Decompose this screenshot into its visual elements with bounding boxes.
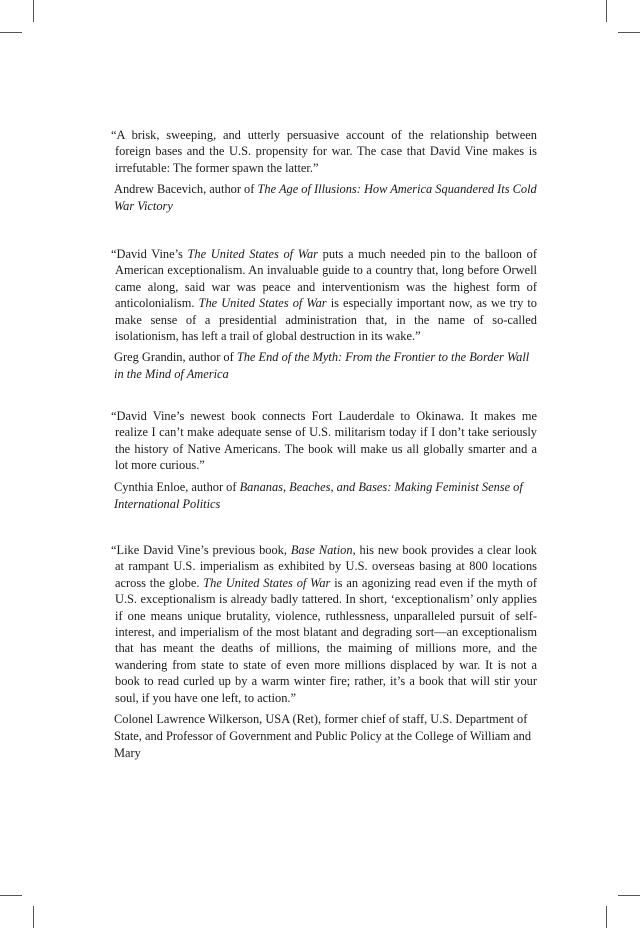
blurb-grandin — [113, 246, 537, 383]
crop-mark-top-right-h — [618, 32, 640, 33]
quote-text: , his new book provides a clear look at rampant U.S. imperialism as exhibited by U.S. overseas basing at 800 locations across the globe. — [115, 543, 538, 590]
attribution-author: Andrew Bacevich, author of — [114, 182, 258, 197]
crop-mark-top-left-h — [0, 32, 22, 33]
attribution-author: Greg Grandin, author of — [114, 350, 237, 365]
blurb-attribution — [114, 181, 537, 215]
crop-mark-bottom-left — [33, 906, 34, 928]
quote-text: “David Vine’s — [111, 247, 188, 261]
blurb-quote — [113, 246, 537, 344]
quote-text: is an agonizing read even if the myth of U.S. exceptionalism is already badly tattered. In short, ‘exceptionalism’ only applies if one means unique brutality, violence, ruthlessness, unparalleled pursuit of self-interest, and imperialism of the most blatant and degrading sort—an exceptionalism that has meant the deaths of millions, the maiming of millions more, and the wandering from state to state of even more millions displaced by war. It is not a book to read curled up by a warm winter fire; rather, it’s a book that will stir your soul, if you have one left, to action.” — [115, 575, 537, 705]
blurb-attribution — [114, 349, 537, 383]
quote-book-title: The United States of War — [187, 247, 318, 261]
attribution-work-title: The End of the Myth: From the Frontier to the Border Wall in the Mind of America — [114, 350, 530, 382]
blurb-attribution: Colonel Lawrence Wilkerson, USA (Ret), former chief of staff, U.S. Department of State, and Professor of Government and Public Policy at the College of William and Mary — [114, 712, 532, 761]
quote-book-title: The United States of War — [198, 296, 327, 311]
blurb-bacevich — [113, 127, 537, 215]
blurb-attribution — [114, 479, 537, 513]
crop-mark-bottom-left-h — [0, 895, 22, 896]
quote-text: is especially important now, as we try to make sense of a presidential administration that, in the name of so-called isolationism, has left a trail of global destruction in its wake.” — [115, 296, 537, 344]
blurb-quote: “A brisk, sweeping, and utterly persuasive account of the relationship between foreign bases and the U.S. propensity for war. The case that David Vine makes is irrefutable: The former spawn the latter.” — [111, 128, 537, 175]
blurb-wilkerson — [113, 542, 537, 762]
blurb-quote: “David Vine’s newest book connects Fort Lauderdale to Okinawa. It makes me realize I can’t make adequate sense of U.S. militarism today if I don’t take seriously the history of Native Americans. The book will make us all globally smarter and a lot more curious.” — [111, 409, 537, 473]
quote-book-title: Base Nation — [290, 543, 353, 557]
attribution-work-title: The Age of Illusions: How America Squandered Its Cold War Victory — [114, 182, 537, 214]
blurb-quote — [113, 542, 537, 706]
quote-text: puts a much needed pin to the balloon of American exceptionalism. An invaluable guide to a country that, long before Orwell came along, said war was peace and interventionism was the highest form of anticolonialism. — [115, 247, 537, 311]
attribution-work-title: Bananas, Beaches, and Bases: Making Feminist Sense of International Politics — [114, 479, 523, 511]
blurb-enloe — [113, 408, 537, 513]
crop-mark-top-left — [33, 0, 34, 22]
crop-mark-top-right — [606, 0, 607, 22]
quote-text: “Like David Vine’s previous book, — [111, 543, 291, 557]
crop-mark-bottom-right — [606, 906, 607, 928]
attribution-author: Cynthia Enloe, author of — [114, 479, 240, 494]
crop-mark-bottom-right-h — [618, 895, 640, 896]
quote-book-title: The United States of War — [203, 575, 331, 590]
